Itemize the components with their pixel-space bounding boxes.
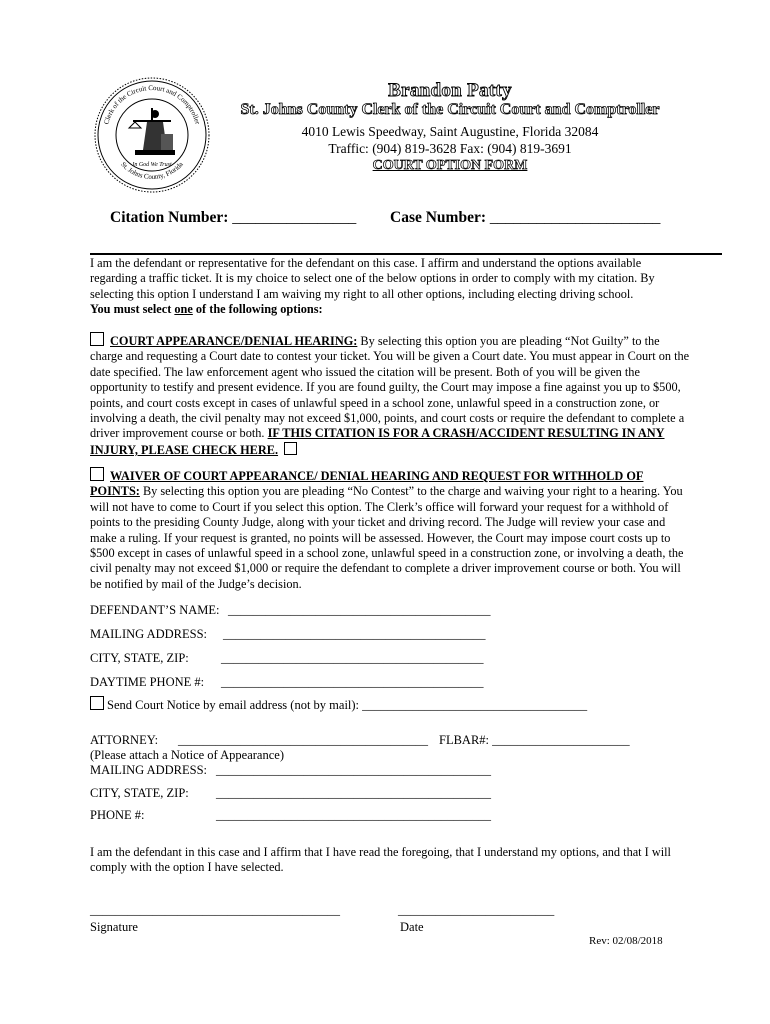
mailing-address-label: MAILING ADDRESS:: [90, 627, 208, 641]
crash-injury-checkbox[interactable]: [284, 442, 297, 455]
attorney-phone-label: PHONE #:: [90, 808, 145, 822]
office-address: 4010 Lewis Speedway, Saint Augustine, Florida 32084: [301, 124, 599, 139]
option1-body: By selecting this option you are pleading “Not Guilty” to the charge and requesting a Court date to contest your ticket. You will be given a Court date. You must appear in Court on the date specified. The law enforcement agent who issued the citation will be present. Both of you will be given the opportunity to testify and present evidence. If you are found guilty, the Court may impose a fine against you up to $500, points, and court costs except in cases of unlawful speed in a school zone, unlawful speed in a construction zone, or involving a death, the civil penalty may not exceed $1,000, points, and court costs or require the defendant to complete a driver improvement course or both.: [90, 334, 690, 441]
case-number-field[interactable]: [390, 209, 660, 227]
affirmation: I am the defendant in this case and I affirm that I have read the foregoing, that I understand my options, and that I will comply with the option I have selected.: [90, 845, 671, 875]
signature-line[interactable]: ________________________________________: [90, 903, 340, 917]
attorney-line: ________________________________________: [178, 733, 428, 747]
attorney-mailing-label: MAILING ADDRESS:: [90, 763, 208, 777]
date-line[interactable]: _________________________: [398, 903, 555, 917]
seal-ring-text: Clerk of the Circuit Court and Comptroller: [102, 83, 202, 126]
divider: [90, 253, 722, 255]
daytime-phone-label: DAYTIME PHONE #:: [90, 675, 205, 689]
must-select: You must select one of the following options:: [90, 302, 323, 317]
option-court-appearance: [90, 332, 690, 458]
revision-date: Rev: 02/08/2018: [589, 935, 663, 947]
flbar-label: FLBAR#:: [439, 733, 490, 747]
city-state-zip-field[interactable]: [90, 651, 484, 666]
clerk-name: Brandon Patty: [388, 80, 512, 101]
option2-body: By selecting this option you are pleading “No Contest” to the charge and waiving your right to a hearing. You will not have to come to Court if you select this option. The Clerk’s office will forward your request for a withhold of points to the presiding County Judge, along with your ticket and driving record. The Judge will review your case and make a ruling. If your request is granted, no points will be assessed. However, the Court may impose court costs up to $500 except in cases of unlawful speed in a school zone, unlawful speed in a construction zone, or involving a death, the civil penalty may not exceed $1,000 or require the defendant to complete a driver improvement course or both. You will be notified by mail of the Judge’s decision.: [90, 484, 684, 591]
option2-heading: WAIVER OF COURT APPEARANCE/ DENIAL HEARING AND REQUEST FOR WITHHOLD OF POINTS:: [90, 469, 644, 499]
defendant-name-label: DEFENDANT’S NAME:: [90, 603, 220, 617]
waiver-checkbox[interactable]: [90, 467, 104, 481]
citation-blank: ________________: [232, 209, 357, 226]
case-blank: ______________________: [489, 209, 661, 226]
form-title: COURT OPTION FORM: [372, 158, 528, 173]
mailing-address-line: __________________________________________: [223, 627, 486, 641]
city-state-zip-line: __________________________________________: [221, 651, 484, 665]
defendant-name-field[interactable]: [90, 603, 491, 618]
attorney-city-line: ____________________________________________: [216, 786, 491, 800]
attorney-note: (Please attach a Notice of Appearance): [90, 748, 284, 762]
city-state-zip-label: CITY, STATE, ZIP:: [90, 651, 189, 665]
option1-heading: COURT APPEARANCE/DENIAL HEARING:: [110, 334, 358, 348]
daytime-phone-line: __________________________________________: [221, 675, 484, 689]
court-appearance-checkbox[interactable]: [90, 332, 104, 346]
attorney-city-label: CITY, STATE, ZIP:: [90, 786, 189, 800]
flbar-line: ______________________: [492, 733, 630, 747]
flbar-field[interactable]: [439, 733, 630, 748]
option-waiver: [90, 467, 690, 592]
office-name: St. Johns County Clerk of the Circuit Court and Comptroller: [240, 101, 660, 118]
date-label: Date: [400, 920, 424, 934]
case-label: Case Number:: [390, 209, 486, 226]
daytime-phone-field[interactable]: [90, 675, 484, 690]
crash-notice: IF THIS CITATION IS FOR A CRASH/ACCIDENT RESULTING IN ANY INJURY, PLEASE CHECK HERE.: [90, 426, 665, 457]
email-notice-checkbox[interactable]: [90, 696, 104, 710]
mailing-address-field[interactable]: [90, 627, 486, 642]
attorney-city-field[interactable]: [90, 786, 491, 801]
seal-ring-bottom: St. Johns County, Florida: [119, 160, 185, 182]
email-line: ____________________________________: [362, 698, 588, 712]
intro-text: I am the defendant or representative for the defendant on this case. I affirm and understand the options available regarding a traffic ticket. It is my choice to select one of the below options in order to comply with my citation. By selecting this option I understand I am waiving my right to all other options, including electing driving school.: [90, 256, 655, 301]
attorney-mailing-field[interactable]: [90, 763, 491, 778]
signature-label: Signature: [90, 920, 138, 934]
office-phones: Traffic: (904) 819-3628 Fax: (904) 819-3691: [328, 141, 572, 156]
citation-label: Citation Number:: [110, 209, 229, 226]
attorney-mailing-line: ____________________________________________: [216, 763, 491, 777]
email-notice-field[interactable]: [90, 696, 587, 713]
attorney-field[interactable]: [90, 733, 428, 748]
defendant-name-line: __________________________________________: [228, 603, 491, 617]
seal-motto: In God We Trust: [132, 162, 172, 168]
email-notice-label: Send Court Notice by email address (not by mail):: [107, 698, 360, 712]
attorney-phone-field[interactable]: [90, 808, 491, 823]
attorney-phone-line: ____________________________________________: [216, 808, 491, 822]
citation-number-field[interactable]: [110, 209, 356, 227]
attorney-label: ATTORNEY:: [90, 733, 159, 747]
intro-paragraph: [90, 256, 690, 318]
